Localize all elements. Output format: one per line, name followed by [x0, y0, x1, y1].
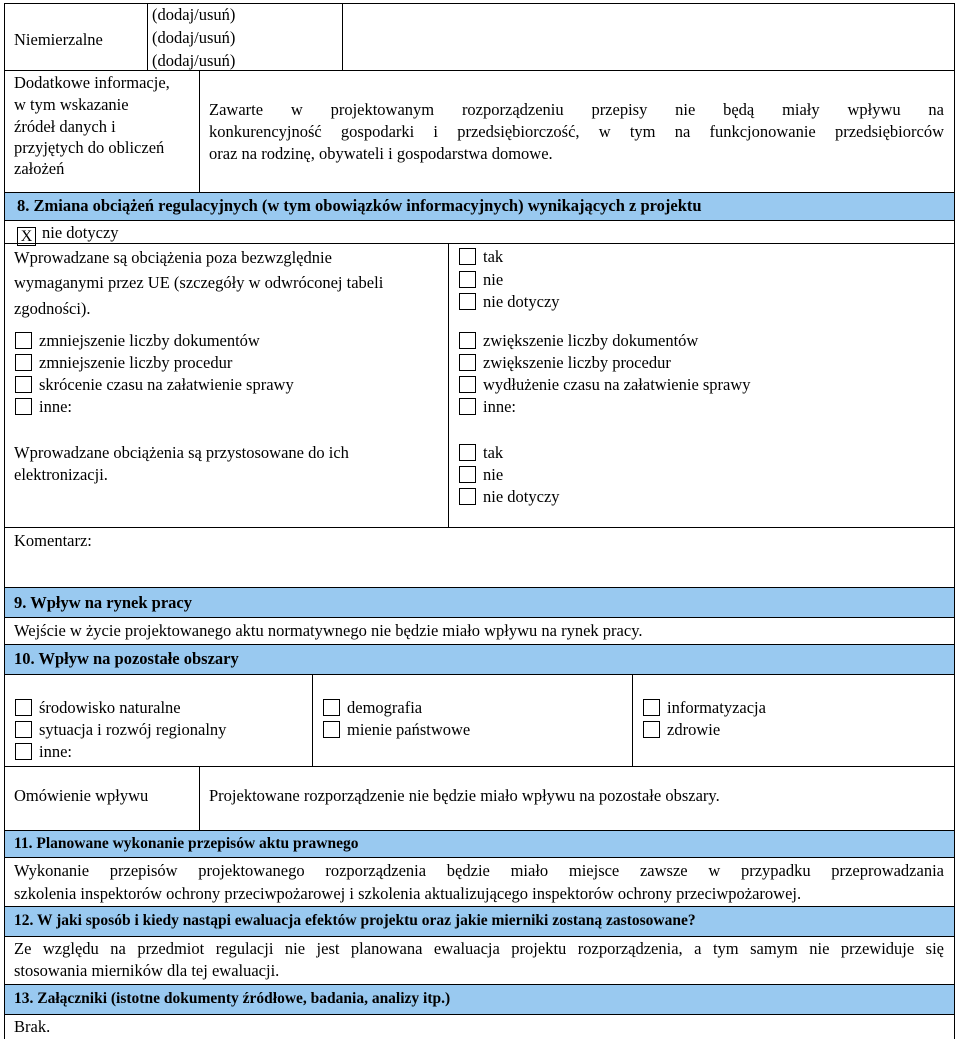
rule [147, 3, 148, 71]
checkbox[interactable] [459, 354, 476, 371]
s8-title: 8. Zmiana obciążeń regulacyjnych (w tym obowiązków informacyjnych) wynikających z projektu [17, 196, 702, 215]
checkbox[interactable] [15, 699, 32, 716]
s10-title: 10. Wpływ na pozostałe obszary [14, 649, 239, 668]
rule [4, 936, 955, 937]
rule [4, 644, 955, 645]
rule [4, 220, 955, 221]
s9-text: Wejście w życie projektowanego aktu normatywnego nie będzie miało wpływu na rynek pracy. [14, 621, 643, 640]
right-item[interactable]: inne: [459, 396, 516, 418]
s10-item[interactable]: demografia [323, 697, 422, 719]
rule [4, 587, 955, 588]
dodatkowe-label: Dodatkowe informacje, [14, 73, 170, 92]
checkbox[interactable] [459, 376, 476, 393]
s10-item[interactable]: mienie państwowe [323, 719, 470, 741]
option-nie[interactable]: nie [459, 269, 503, 291]
rule [4, 857, 955, 858]
komentarz-label: Komentarz: [14, 531, 92, 550]
dodaj-usun-link[interactable]: (dodaj/usuń) [152, 28, 236, 47]
rule [4, 617, 955, 618]
checkbox[interactable] [459, 332, 476, 349]
option-nie[interactable]: nie [459, 464, 503, 486]
right-item[interactable]: zwiększenie liczby procedur [459, 352, 671, 374]
rule [312, 674, 313, 767]
dodaj-usun-link[interactable]: (dodaj/usuń) [152, 51, 236, 70]
s10-item[interactable]: środowisko naturalne [15, 697, 181, 719]
s11-text: Wykonanie przepisów projektowanego rozporządzenia będzie miało miejsce zawsze w przypadku przeprowadzania [14, 861, 944, 880]
s9-title: 9. Wpływ na rynek pracy [14, 593, 193, 612]
s10-item[interactable]: sytuacja i rozwój regionalny [15, 719, 226, 741]
dodatkowe-label: źródeł danych i [14, 117, 116, 136]
left-item[interactable]: skrócenie czasu na załatwienie sprawy [15, 374, 294, 396]
checkbox[interactable] [15, 332, 32, 349]
rule [4, 674, 955, 675]
s13-text: Brak. [14, 1017, 51, 1036]
option-tak[interactable]: tak [459, 246, 503, 268]
rule [4, 830, 955, 831]
option-nie-dotyczy[interactable]: nie dotyczy [459, 486, 560, 508]
checkbox[interactable] [15, 376, 32, 393]
dodatkowe-label: w tym wskazanie [14, 95, 129, 114]
rule [4, 1014, 955, 1015]
rule [4, 192, 955, 193]
rule [4, 243, 955, 244]
dodatkowe-text: Zawarte w projektowanym rozporządzeniu przepisy nie będą miały wpływu na [209, 100, 944, 119]
s11-title: 11. Planowane wykonanie przepisów aktu prawnego [14, 835, 359, 852]
left-item[interactable]: zmniejszenie liczby dokumentów [15, 330, 260, 352]
s8-poza-text: zgodności). [14, 299, 91, 318]
omowienie-label: Omówienie wpływu [14, 786, 149, 805]
right-item[interactable]: zwiększenie liczby dokumentów [459, 330, 698, 352]
checkbox[interactable] [459, 271, 476, 288]
checkbox[interactable] [15, 721, 32, 738]
rule [342, 3, 343, 71]
s11-text: szkolenia inspektorów ochrony przeciwpożarowej i szkolenia aktualizującego inspektorów ochrony przeciwpożarowej. [14, 884, 802, 903]
checkbox[interactable] [643, 699, 660, 716]
checkbox[interactable] [15, 743, 32, 760]
s8-nie-dotyczy[interactable] [17, 222, 119, 244]
s8-poza-text: Wprowadzane są obciążenia poza bezwzględnie [14, 248, 332, 267]
s12-text: Ze względu na przedmiot regulacji nie jest planowana ewaluacja projektu rozporządzenia, a tym samym nie przewiduje się [14, 939, 944, 958]
rule [199, 70, 200, 193]
s8-elektron-text: Wprowadzane obciążenia są przystosowane do ich [14, 443, 349, 462]
dodatkowe-text: oraz na rodzinę, obywateli i gospodarstwa domowe. [209, 144, 553, 163]
option-tak[interactable]: tak [459, 442, 503, 464]
checkbox[interactable] [643, 721, 660, 738]
checkbox[interactable] [459, 398, 476, 415]
niemierzalne-label: Niemierzalne [14, 30, 103, 49]
rule [4, 906, 955, 907]
rule [448, 243, 449, 528]
dodaj-usun-link[interactable]: (dodaj/usuń) [152, 5, 236, 24]
s10-item[interactable]: inne: [15, 741, 72, 763]
s8-elektron-text: elektronizacji. [14, 465, 108, 484]
s13-title: 13. Załączniki (istotne dokumenty źródłowe, badania, analizy itp.) [14, 990, 451, 1007]
omowienie-text: Projektowane rozporządzenie nie będzie miało wpływu na pozostałe obszary. [209, 786, 720, 805]
s10-item[interactable]: zdrowie [643, 719, 720, 741]
border-left [4, 3, 5, 1039]
checkbox[interactable] [459, 466, 476, 483]
rule [199, 766, 200, 831]
s12-text: stosowania mierników dla tej ewaluacji. [14, 961, 280, 980]
option-nie-dotyczy[interactable]: nie dotyczy [459, 291, 560, 313]
checkbox[interactable] [323, 699, 340, 716]
s12-title: 12. W jaki sposób i kiedy nastąpi ewaluacja efektów projektu oraz jakie mierniki zostaną zastosowane? [14, 912, 696, 929]
checkbox[interactable] [459, 488, 476, 505]
rule [4, 527, 955, 528]
checkbox-label: nie dotyczy [42, 223, 119, 242]
checkbox[interactable] [459, 248, 476, 265]
left-item[interactable]: inne: [15, 396, 72, 418]
border-right [954, 3, 955, 1039]
rule [4, 70, 955, 71]
rule [4, 766, 955, 767]
dodatkowe-label: przyjętych do obliczeń [14, 138, 165, 157]
left-item[interactable]: zmniejszenie liczby procedur [15, 352, 232, 374]
checkbox-checked[interactable]: X [17, 227, 36, 246]
checkbox[interactable] [459, 444, 476, 461]
rule [632, 674, 633, 767]
s10-item[interactable]: informatyzacja [643, 697, 766, 719]
checkbox[interactable] [323, 721, 340, 738]
rule [4, 984, 955, 985]
checkbox[interactable] [15, 398, 32, 415]
checkbox[interactable] [15, 354, 32, 371]
right-item[interactable]: wydłużenie czasu na załatwienie sprawy [459, 374, 751, 396]
checkbox[interactable] [459, 293, 476, 310]
dodatkowe-label: założeń [14, 159, 65, 178]
dodatkowe-text: konkurencyjność gospodarki i przedsiębiorczość, w tym na funkcjonowanie przedsiębiorców [209, 122, 944, 141]
s8-poza-text: wymaganymi przez UE (szczegóły w odwróconej tabeli [14, 273, 384, 292]
